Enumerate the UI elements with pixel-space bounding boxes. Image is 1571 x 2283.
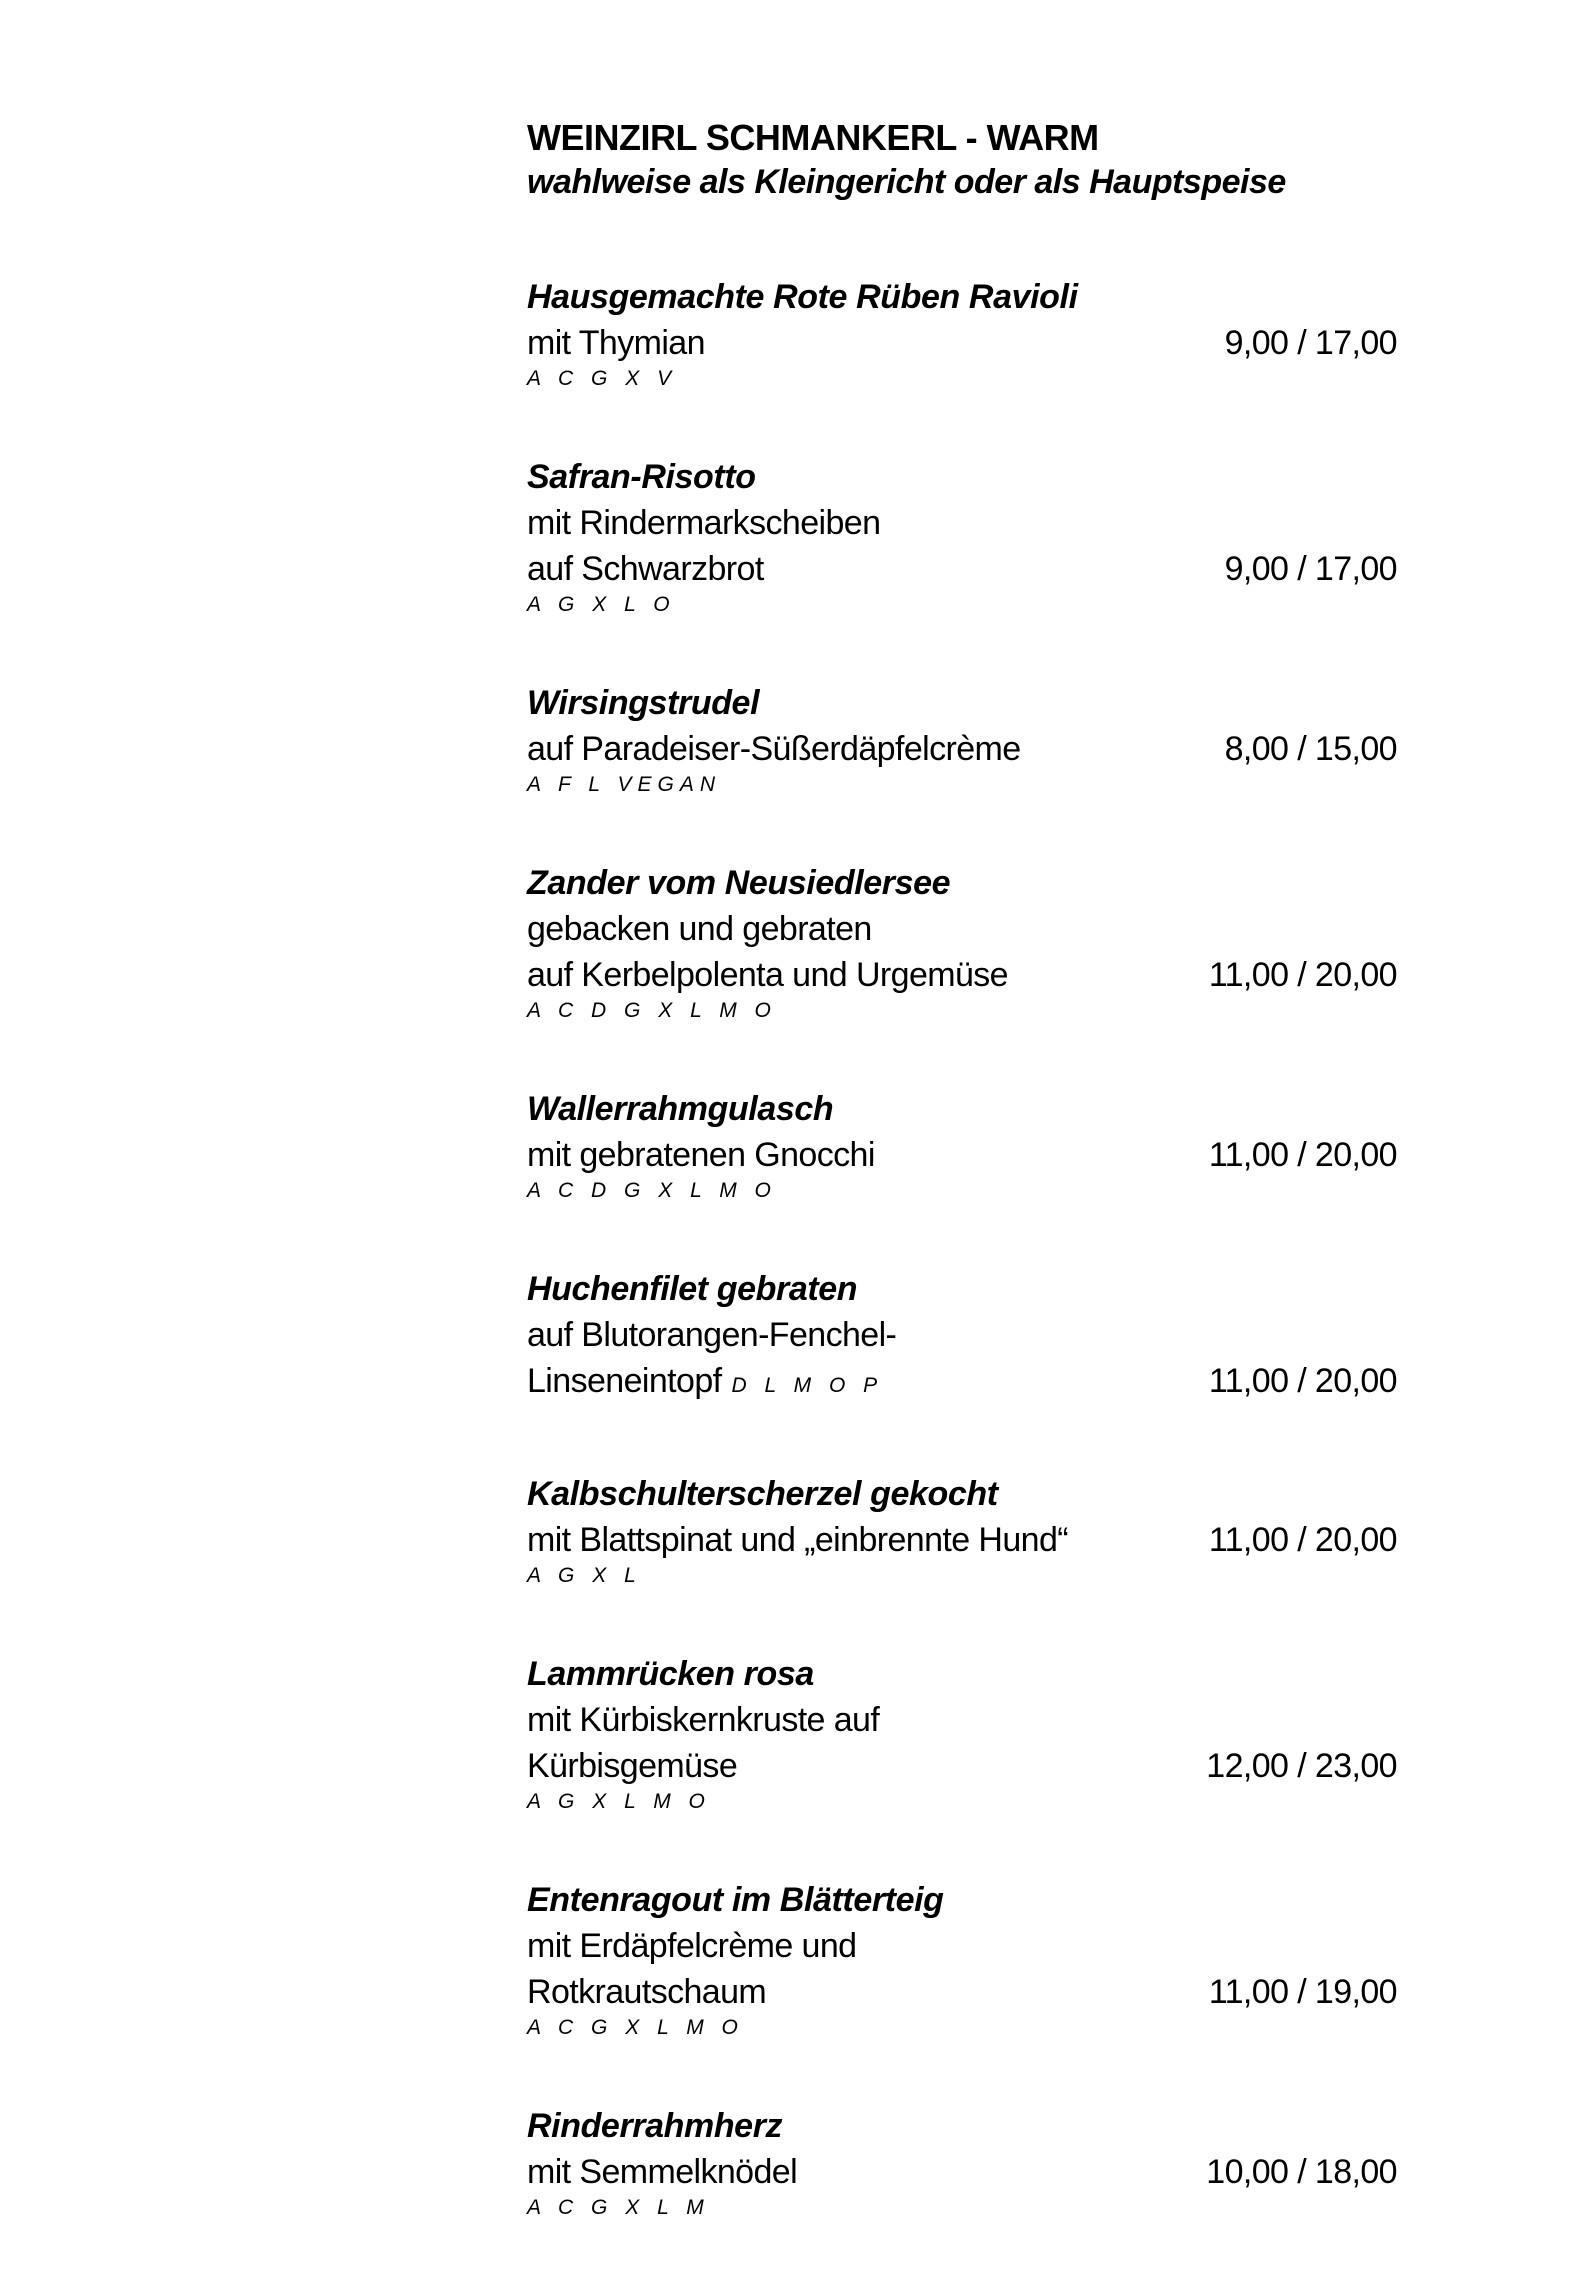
allergen-codes: A C G X V: [527, 367, 678, 390]
dish-price: 8,00 / 15,00: [1224, 730, 1397, 768]
allergen-codes: A G X L: [527, 1564, 642, 1587]
dish-name: Zander vom Neusiedlersee: [527, 864, 951, 902]
dish-description-line: [527, 500, 880, 546]
dish-description-line: [527, 320, 705, 366]
dish-description-row: [527, 1743, 1397, 1789]
dish-description-text: mit gebratenen Gnocchi: [527, 1136, 875, 1174]
dish-name: Safran-Risotto: [527, 458, 756, 496]
dish-name: Lammrücken rosa: [527, 1655, 814, 1693]
dish-description-text: mit Thymian: [527, 324, 705, 362]
menu-item: [527, 454, 1397, 618]
dish-price: 9,00 / 17,00: [1224, 550, 1397, 588]
dish-description-line: [527, 906, 872, 952]
dish-description-row: [527, 1132, 1397, 1178]
menu-list: [527, 274, 1397, 2221]
dish-description-text: mit Kürbiskernkruste auf: [527, 1701, 880, 1739]
dish-description-text: auf Schwarzbrot: [527, 550, 764, 588]
dish-price: 11,00 / 20,00: [1208, 1521, 1397, 1559]
dish-description-text: gebacken und gebraten: [527, 910, 872, 948]
dish-description-line: [527, 1923, 856, 1969]
menu-subtitle: wahlweise als Kleingericht oder als Hauptspeise: [527, 163, 1286, 201]
dish-description-text: Linseneintopf: [527, 1362, 722, 1400]
dish-description-text: mit Erdäpfelcrème und: [527, 1927, 857, 1965]
dish-description-row: [527, 1923, 1397, 1969]
menu-page: [527, 116, 1397, 2283]
menu-item: [527, 274, 1397, 392]
allergen-codes: A C G X L M O: [527, 2016, 744, 2039]
dish-description-line: [527, 726, 1021, 772]
dish-description-line: [527, 1312, 896, 1358]
dish-name: Wallerrahmgulasch: [527, 1090, 834, 1128]
dish-description-row: [527, 906, 1397, 952]
dish-description-text: mit Blattspinat und „einbrennte Hund“: [527, 1521, 1069, 1559]
dish-description-text: Rotkrautschaum: [527, 1973, 767, 2011]
dish-price: 11,00 / 19,00: [1208, 1973, 1397, 2011]
dish-description-row: [527, 1312, 1397, 1358]
dish-description-row: [527, 952, 1397, 998]
menu-item: [527, 1086, 1397, 1204]
dish-description-row: [527, 1969, 1397, 2015]
dish-description-row: [527, 1358, 1397, 1409]
dish-description-row: [527, 320, 1397, 366]
dish-description-line: [527, 1517, 1068, 1563]
dish-description-line: [527, 2149, 797, 2195]
dish-description-row: [527, 726, 1397, 772]
allergen-codes: A C D G X L M O: [527, 999, 777, 1022]
dish-description-row: [527, 500, 1397, 546]
dish-price: 12,00 / 23,00: [1206, 1747, 1397, 1785]
dish-description-text: mit Rindermarkscheiben: [527, 504, 881, 542]
dish-name: Wirsingstrudel: [527, 684, 760, 722]
dish-name: Hausgemachte Rote Rüben Ravioli: [527, 278, 1078, 316]
dish-description-line: [527, 1358, 883, 1409]
dish-description-text: auf Blutorangen-Fenchel-: [527, 1316, 897, 1354]
dish-description-line: [527, 1969, 766, 2015]
allergen-codes: A F L VEGAN: [527, 773, 721, 796]
dish-description-row: [527, 1697, 1397, 1743]
menu-title: WEINZIRL SCHMANKERL - WARM: [527, 117, 1099, 158]
dish-description-text: mit Semmelknödel: [527, 2153, 798, 2191]
dish-price: 11,00 / 20,00: [1208, 1136, 1397, 1174]
menu-item: [527, 1266, 1397, 1409]
dish-price: 9,00 / 17,00: [1224, 324, 1397, 362]
menu-item: [527, 1877, 1397, 2041]
dish-description-text: auf Paradeiser-Süßerdäpfelcrème: [527, 730, 1021, 768]
dish-description-row: [527, 2149, 1397, 2195]
dish-description-line: [527, 1743, 737, 1789]
dish-name: Entenragout im Blätterteig: [527, 1881, 944, 1919]
dish-description-text: Kürbisgemüse: [527, 1747, 738, 1785]
dish-name: Huchenfilet gebraten: [527, 1270, 858, 1308]
dish-description-line: [527, 1697, 879, 1743]
dish-description-row: [527, 546, 1397, 592]
dish-price: 10,00 / 18,00: [1206, 2153, 1397, 2191]
menu-item: [527, 680, 1397, 798]
menu-item: [527, 1471, 1397, 1589]
dish-description-line: [527, 1132, 875, 1178]
allergen-codes: A G X L M O: [527, 1790, 711, 1813]
dish-price: 11,00 / 20,00: [1208, 1362, 1397, 1400]
dish-name: Kalbschulterscherzel gekocht: [527, 1475, 998, 1513]
allergen-codes: A C D G X L M O: [527, 1179, 777, 1202]
allergen-codes: A C G X L M: [527, 2196, 710, 2219]
allergen-codes: D L M O P: [731, 1374, 884, 1397]
menu-item: [527, 860, 1397, 1024]
dish-price: 11,00 / 20,00: [1208, 956, 1397, 994]
allergen-codes: A G X L O: [527, 593, 676, 616]
dish-description-line: [527, 952, 1008, 998]
dish-description-row: [527, 1517, 1397, 1563]
dish-description-line: [527, 546, 764, 592]
menu-item: [527, 2103, 1397, 2221]
menu-item: [527, 1651, 1397, 1815]
dish-description-text: auf Kerbelpolenta und Urgemüse: [527, 956, 1008, 994]
dish-name: Rinderrahmherz: [527, 2107, 783, 2145]
